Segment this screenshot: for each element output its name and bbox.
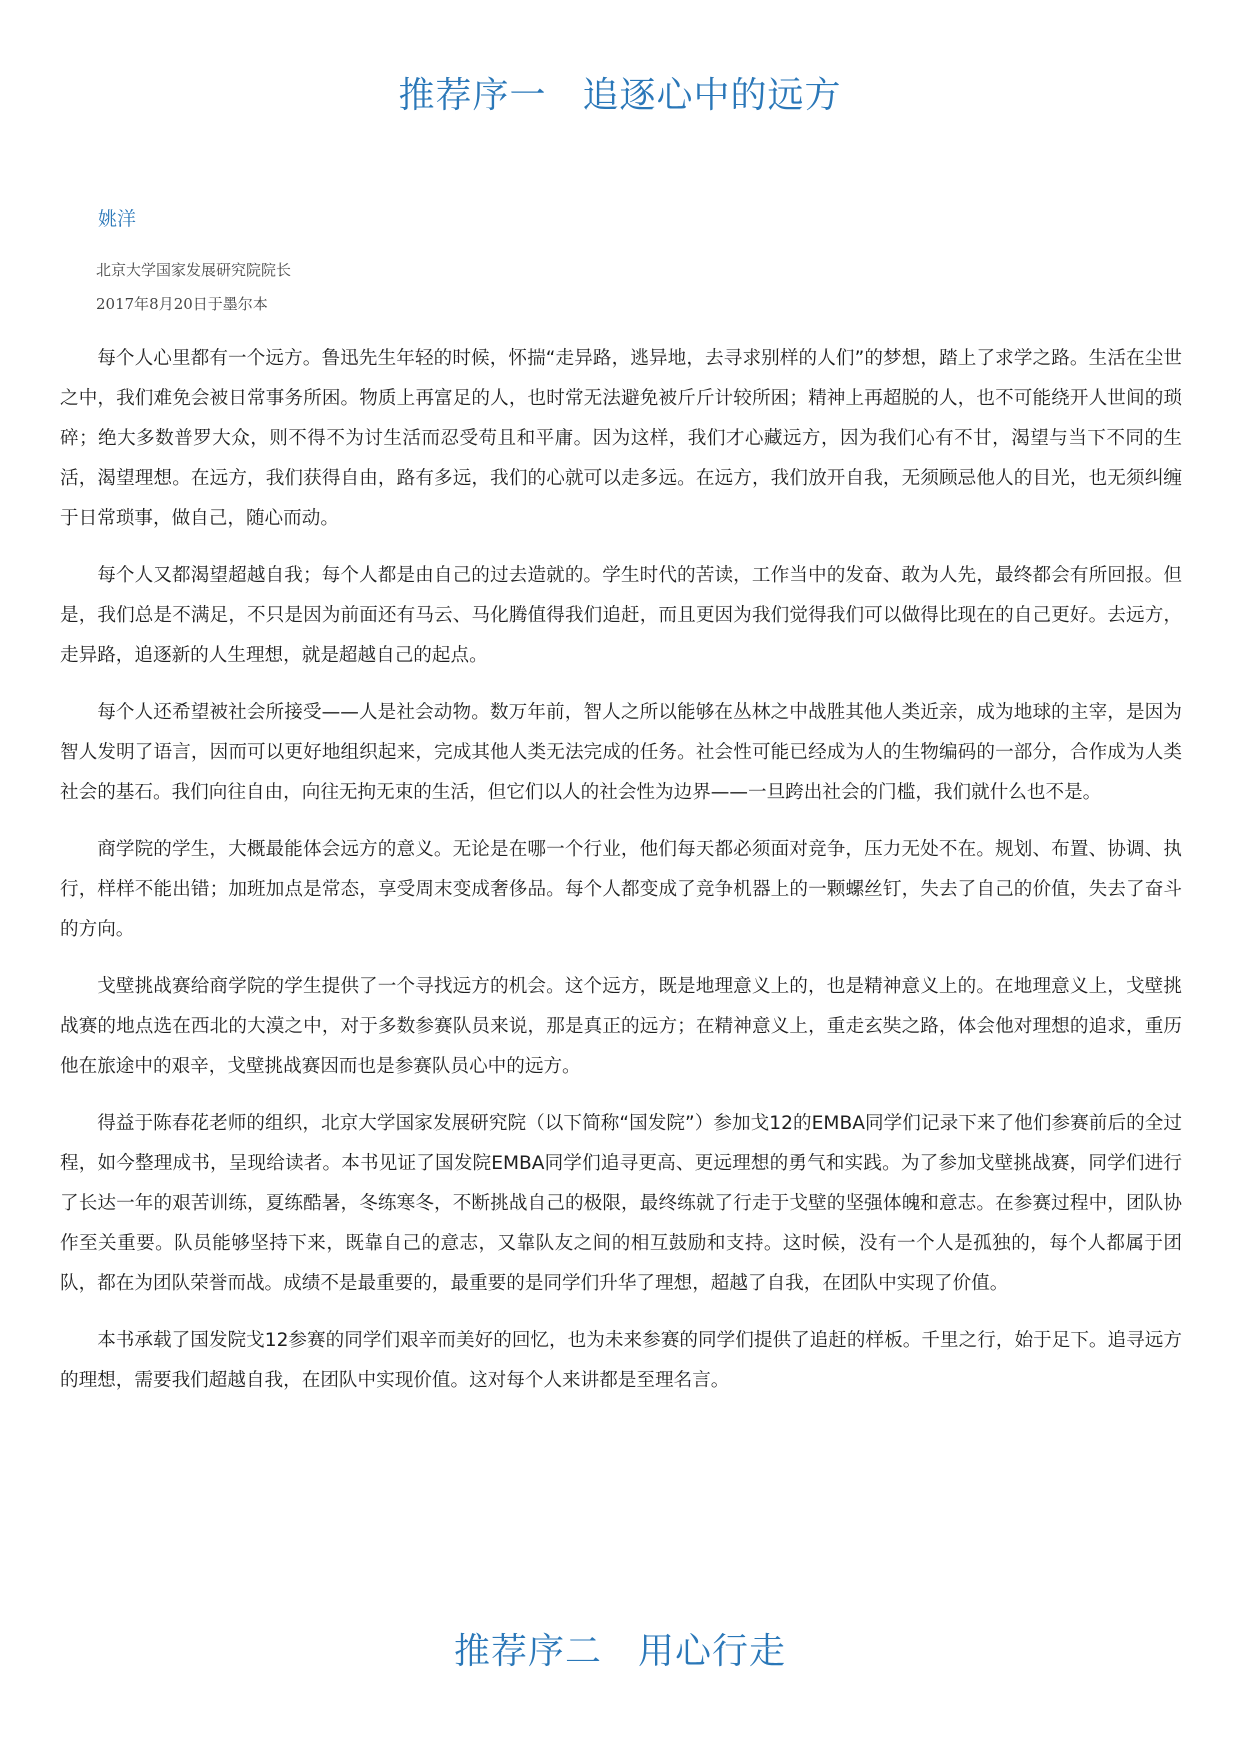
paragraph: 每个人又都渴望超越自我；每个人都是由自己的过去造就的。学生时代的苦读，工作当中的发奋、敢为人先，最终都会有所回报。但是，我们总是不满足，不只是因为前面还有马云、马化腾值得我们追赶，而且更因为我们觉得我们可以做得比现在的自己更好。去远方，走异路，追逐新的人生理想，就是超越自己的起点。 [60,565,1182,666]
author-affiliation: 北京大学国家发展研究院院长 [96,261,292,279]
preface-2-heading: 用心行走 [638,1631,787,1672]
preface-2-title [0,1628,1240,1676]
paragraph: 本书承载了国发院戈12参赛的同学们艰辛而美好的回忆，也为未来参赛的同学们提供了追赶的样板。千里之行，始于足下。追寻远方的理想，需要我们超越自我，在团队中实现价值。这对每个人来讲都是至理名言。 [60,1330,1182,1391]
preface-2-label: 推荐序二 [453,1631,602,1672]
preface-1-title [0,72,1240,120]
paragraph: 每个人心里都有一个远方。鲁迅先生年轻的时候，怀揣“走异路，逃异地，去寻求别样的人们”的梦想，踏上了求学之路。生活在尘世之中，我们难免会被日常事务所困。物质上再富足的人，也时常无法避免被斤斤计较所困；精神上再超脱的人，也不可能绕开人世间的琐碎；绝大多数普罗大众，则不得不为讨生活而忍受苟且和平庸。因为这样，我们才心藏远方，因为我们心有不甘，渴望与当下不同的生活，渴望理想。在远方，我们获得自由，路有多远，我们的心就可以走多远。在远方，我们放开自我，无须顾忌他人的目光，也无须纠缠于日常琐事，做自己，随心而动。 [60,348,1182,529]
date-place: 2017年8月20日于墨尔本 [96,295,268,313]
preface-1-heading: 追逐心中的远方 [582,75,842,116]
paragraph: 商学院的学生，大概最能体会远方的意义。无论是在哪一个行业，他们每天都必须面对竞争，压力无处不在。规划、布置、协调、执行，样样不能出错；加班加点是常态，享受周末变成奢侈品。每个人都变成了竞争机器上的一颗螺丝钉，失去了自己的价值，失去了奋斗的方向。 [60,839,1182,940]
paragraph: 每个人还希望被社会所接受——人是社会动物。数万年前，智人之所以能够在丛林之中战胜其他人类近亲，成为地球的主宰，是因为智人发明了语言，因而可以更好地组织起来，完成其他人类无法完成的任务。社会性可能已经成为人的生物编码的一部分，合作成为人类社会的基石。我们向往自由，向往无拘无束的生活，但它们以人的社会性为边界——一旦跨出社会的门槛，我们就什么也不是。 [60,702,1182,803]
paragraph: 戈壁挑战赛给商学院的学生提供了一个寻找远方的机会。这个远方，既是地理意义上的，也是精神意义上的。在地理意义上，戈壁挑战赛的地点选在西北的大漠之中，对于多数参赛队员来说，那是真正的远方；在精神意义上，重走玄奘之路，体会他对理想的追求，重历他在旅途中的艰辛，戈壁挑战赛因而也是参赛队员心中的远方。 [60,976,1182,1077]
paragraph: 得益于陈春花老师的组织，北京大学国家发展研究院（以下简称“国发院”）参加戈12的EMBA同学们记录下来了他们参赛前后的全过程，如今整理成书，呈现给读者。本书见证了国发院EMBA同学们追寻更高、更远理想的勇气和实践。为了参加戈壁挑战赛，同学们进行了长达一年的艰苦训练，夏练酷暑，冬练寒冬，不断挑战自己的极限，最终练就了行走于戈壁的坚强体魄和意志。在参赛过程中，团队协作至关重要。队员能够坚持下来，既靠自己的意志，又靠队友之间的相互鼓励和支持。这时候，没有一个人是孤独的，每个人都属于团队，都在为团队荣誉而战。成绩不是最重要的，最重要的是同学们升华了理想，超越了自我，在团队中实现了价值。 [60,1113,1182,1294]
preface-1-label: 推荐序一 [398,75,547,116]
author-name: 姚洋 [98,208,137,230]
preface-1-body [60,339,1182,1418]
